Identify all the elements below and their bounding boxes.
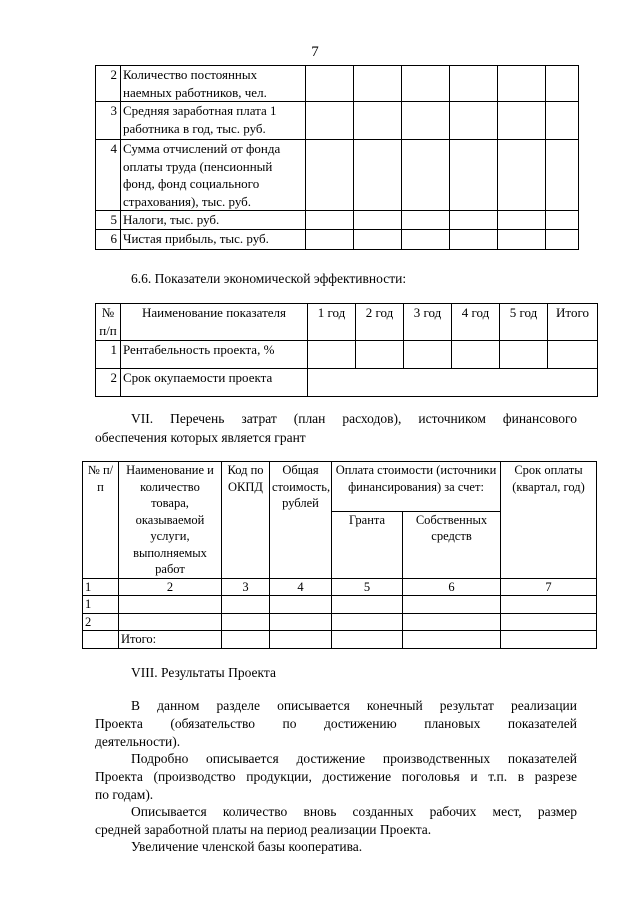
table-row [96, 66, 579, 102]
paragraph-3-line-2: средней заработной платы на период реализации Проекта. [95, 822, 432, 837]
header-name: Наименование и количество товара, оказываемой услуги, выполняемых работ [119, 462, 222, 579]
table-total-row [83, 631, 597, 649]
row-number: 1 [96, 341, 121, 369]
header-num: № п/п [83, 462, 119, 579]
table-header-row [96, 304, 598, 341]
header-total-cost: Общая стоимость, рублей [270, 462, 332, 579]
page-number: 7 [311, 44, 319, 60]
row-number: 6 [96, 230, 121, 250]
table-header-row [83, 462, 597, 512]
header-year-2: 2 год [356, 304, 404, 341]
row-label: Чистая прибыль, тыс. руб. [121, 230, 306, 250]
col-number: 7 [501, 578, 597, 596]
paragraph-1-line-3: деятельности). [95, 734, 181, 749]
header-total: Итого [548, 304, 598, 341]
col-number: 6 [403, 578, 501, 596]
row-number: 2 [96, 66, 121, 102]
col-number: 1 [83, 578, 119, 596]
table-row [96, 369, 598, 397]
header-code: Код по ОКПД [222, 462, 270, 579]
row-number: 3 [96, 102, 121, 140]
efficiency-table [95, 303, 598, 397]
section-7-heading-line1: VII. Перечень затрат (план расходов), источником финансового [131, 411, 577, 426]
header-term: Срок оплаты (квартал, год) [501, 462, 597, 579]
table-row [83, 613, 597, 631]
col-number: 5 [332, 578, 403, 596]
costs-table [82, 461, 597, 649]
total-label: Итого: [119, 631, 222, 649]
section-66-heading: 6.6. Показатели экономической эффективности: [131, 271, 407, 286]
row-number: 2 [96, 369, 121, 397]
header-year-4: 4 год [452, 304, 500, 341]
header-year-3: 3 год [404, 304, 452, 341]
section-8-heading: VIII. Результаты Проекта [131, 665, 276, 680]
row-number: 4 [96, 140, 121, 211]
row-label: Рентабельность проекта, % [121, 341, 308, 369]
paragraph-1-line-2: Проекта (обязательство по достижению плановых показателей [95, 716, 577, 731]
row-number: 1 [83, 596, 119, 614]
row-label: Средняя заработная плата 1 работника в год, тыс. руб. [121, 102, 306, 140]
row-number: 5 [96, 211, 121, 230]
table-row [96, 140, 579, 211]
header-num: № п/п [96, 304, 121, 341]
row-number: 2 [83, 613, 119, 631]
indicators-table [95, 65, 579, 250]
paragraph-2-line-3: по годам). [95, 787, 154, 802]
table-row [96, 341, 598, 369]
paragraph-4: Увеличение членской базы кооператива. [131, 839, 363, 854]
paragraph-1-line-1: В данном разделе описывается конечный результат реализации [131, 698, 577, 713]
table-row [83, 596, 597, 614]
paragraph-2-line-1: Подробно описывается достижение производственных показателей [131, 751, 577, 766]
table-row [96, 102, 579, 140]
header-grant: Гранта [332, 511, 403, 578]
row-label: Налоги, тыс. руб. [121, 211, 306, 230]
header-year-1: 1 год [308, 304, 356, 341]
table-row [96, 211, 579, 230]
col-number: 4 [270, 578, 332, 596]
header-year-5: 5 год [500, 304, 548, 341]
table-row [96, 230, 579, 250]
header-own-funds: Собственных средств [403, 511, 501, 578]
section-7-heading-line2: обеспечения которых является грант [95, 430, 306, 445]
paragraph-2-line-2: Проекта (производство продукции, достижение поголовья и т.п. в разрезе [95, 769, 577, 784]
paragraph-3-line-1: Описывается количество вновь созданных рабочих мест, размер [131, 804, 577, 819]
column-numbers-row [83, 578, 597, 596]
header-payment-sources: Оплата стоимости (источники финансирования) за счет: [332, 462, 501, 512]
col-number: 3 [222, 578, 270, 596]
col-number: 2 [119, 578, 222, 596]
header-name: Наименование показателя [121, 304, 308, 341]
row-label: Количество постоянных наемных работников, чел. [121, 66, 306, 102]
row-label: Срок окупаемости проекта [121, 369, 308, 397]
row-label: Сумма отчислений от фонда оплаты труда (пенсионный фонд, фонд социального страхования), тыс. руб. [121, 140, 306, 211]
